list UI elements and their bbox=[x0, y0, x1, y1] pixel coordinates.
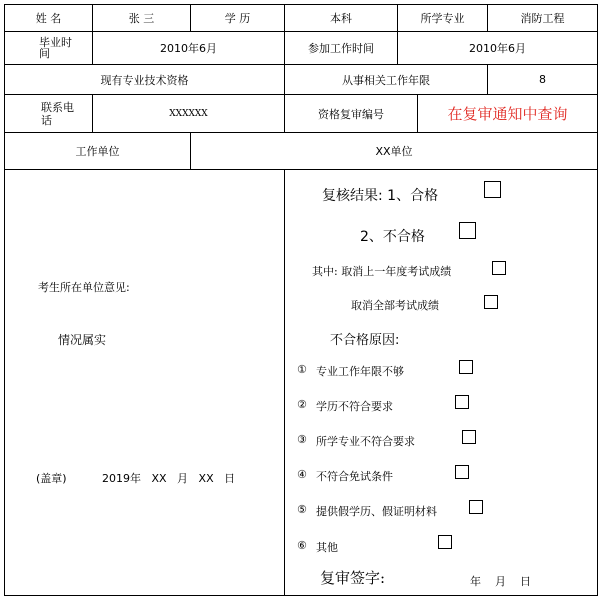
reason-2-text: 学历不符合要求 bbox=[316, 400, 393, 413]
reason-1-checkbox[interactable] bbox=[459, 360, 473, 374]
reason-6-text: 其他 bbox=[316, 541, 338, 554]
years-value-text: 8 bbox=[539, 73, 546, 86]
opinion-label: 考生所在单位意见: bbox=[38, 281, 130, 294]
major-value bbox=[487, 4, 598, 32]
reason-5-checkbox[interactable] bbox=[469, 500, 483, 514]
major-value-text: 消防工程 bbox=[520, 12, 565, 25]
seal-label: (盖章) bbox=[36, 472, 67, 485]
name-value bbox=[92, 4, 191, 32]
phone-value bbox=[92, 94, 285, 133]
signature-label: 复审签字: bbox=[320, 569, 386, 587]
reason-4-checkbox[interactable] bbox=[455, 465, 469, 479]
reason-6-checkbox[interactable] bbox=[438, 535, 452, 549]
work-start-value-text: 2010年6月 bbox=[469, 42, 526, 55]
review-no-value-text: 在复审通知中查询 bbox=[447, 105, 568, 123]
major-label-text: 所学专业 bbox=[420, 12, 465, 25]
education-value-text: 本科 bbox=[330, 12, 352, 25]
name-label bbox=[4, 4, 93, 32]
review-no-label-text: 资格复审编号 bbox=[318, 107, 384, 121]
result-label: 复核结果: 1、合格 bbox=[322, 188, 439, 204]
name-value-text: 张 三 bbox=[128, 12, 155, 25]
education-label bbox=[190, 4, 285, 32]
graduation-value bbox=[92, 31, 285, 65]
fail-checkbox[interactable] bbox=[459, 222, 476, 239]
graduation-label-text: 毕业时间 bbox=[39, 36, 72, 60]
reason-4-num: ④ bbox=[297, 468, 307, 481]
reason-2-checkbox[interactable] bbox=[455, 395, 469, 409]
signature-date: 年 月 日 bbox=[470, 575, 531, 588]
reason-5-text: 提供假学历、假证明材料 bbox=[316, 505, 437, 518]
reason-3-checkbox[interactable] bbox=[462, 430, 476, 444]
cancel-last-year-checkbox[interactable] bbox=[492, 261, 506, 275]
employer-value bbox=[190, 132, 598, 170]
work-start-label-text: 参加工作时间 bbox=[308, 42, 374, 55]
among-label: 其中: 取消上一年度考试成绩 bbox=[312, 265, 452, 278]
work-start-label bbox=[284, 31, 398, 65]
review-no-label bbox=[284, 94, 418, 133]
fail-label: 2、不合格 bbox=[360, 229, 425, 245]
seal-date: 2019年 XX 月 XX 日 bbox=[102, 472, 236, 485]
reason-2-num: ② bbox=[297, 398, 307, 411]
reason-3-num: ③ bbox=[297, 433, 307, 446]
graduation-value-text: 2010年6月 bbox=[160, 42, 217, 55]
major-label bbox=[397, 4, 488, 32]
employer-label bbox=[4, 132, 191, 170]
cancel-all-label: 取消全部考试成绩 bbox=[351, 299, 439, 312]
employer-label-text: 工作单位 bbox=[75, 145, 120, 158]
phone-value-text: XXXXXX bbox=[169, 108, 208, 119]
phone-label-text: 联系电话 bbox=[41, 100, 74, 127]
reason-1-text: 专业工作年限不够 bbox=[316, 365, 404, 378]
years-label bbox=[284, 64, 488, 95]
opinion-value: 情况属实 bbox=[58, 333, 107, 347]
graduation-label bbox=[4, 31, 93, 65]
reason-4-text: 不符合免试条件 bbox=[316, 470, 393, 483]
reason-5-num: ⑤ bbox=[297, 503, 307, 516]
name-label-text: 姓 名 bbox=[35, 12, 62, 25]
reason-6-num: ⑥ bbox=[297, 539, 307, 552]
reason-3-text: 所学专业不符合要求 bbox=[316, 435, 415, 448]
pass-checkbox[interactable] bbox=[484, 181, 501, 198]
review-no-value bbox=[417, 94, 598, 133]
education-value bbox=[284, 4, 398, 32]
review-result-panel bbox=[284, 169, 598, 596]
phone-label bbox=[4, 94, 93, 133]
unit-opinion-panel bbox=[4, 169, 285, 596]
years-value bbox=[487, 64, 598, 95]
reason-title: 不合格原因: bbox=[330, 333, 400, 348]
reason-1-num: ① bbox=[297, 363, 307, 376]
employer-value-text: XX单位 bbox=[375, 145, 413, 158]
work-start-value bbox=[397, 31, 598, 65]
years-label-text: 从事相关工作年限 bbox=[342, 73, 430, 87]
education-label-text: 学 历 bbox=[224, 12, 251, 25]
qualification-label-text: 现有专业技术资格 bbox=[100, 73, 189, 87]
qualification-label bbox=[4, 64, 285, 95]
cancel-all-checkbox[interactable] bbox=[484, 295, 498, 309]
